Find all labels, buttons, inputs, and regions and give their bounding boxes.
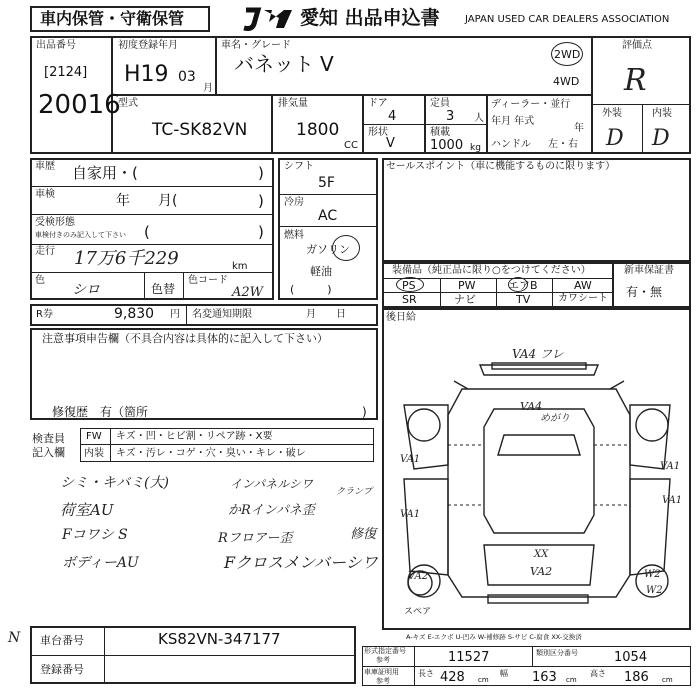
fuel-label: 燃料 bbox=[284, 230, 304, 241]
color-value: シロ bbox=[72, 282, 100, 298]
lot-number: 20016 bbox=[38, 90, 121, 120]
inspect-label2: 記入欄 bbox=[32, 446, 65, 459]
remark-right-3: かRインパネ歪 bbox=[228, 503, 315, 518]
diag-left2: VA1 bbox=[400, 509, 421, 520]
score-label: 評価点 bbox=[622, 40, 652, 51]
diag-roof2: めがり bbox=[540, 413, 570, 424]
doors-value: 4 bbox=[388, 109, 397, 124]
load-value: 1000 bbox=[430, 138, 464, 153]
dims-len-label: 車庫証明用 bbox=[364, 668, 399, 676]
drive-4wd: 4WD bbox=[553, 75, 580, 88]
fuel-diesel: 軽油 bbox=[310, 265, 332, 278]
disp-unit: CC bbox=[344, 140, 358, 151]
score-ext-label: 外装 bbox=[602, 108, 622, 119]
lot-label: 出品番号 bbox=[36, 40, 76, 51]
jushin-note: 車検付きのみ記入して下さい bbox=[35, 231, 126, 239]
inspect-fw-items: キズ・凹・ヒビ割・リペア跡・X要 bbox=[116, 431, 273, 442]
inspect-nai-items: キズ・汚レ・コゲ・穴・臭い・キレ・破レ bbox=[116, 448, 306, 459]
mileage-value: 17万6千229 bbox=[74, 248, 179, 269]
remark-right-2: クランプ bbox=[336, 487, 373, 497]
mileage-unit: km bbox=[232, 261, 248, 272]
dims-cat-label: 類別区分番号 bbox=[536, 649, 578, 657]
score-ext: D bbox=[606, 126, 624, 151]
dealer-label: ディーラー・並行 bbox=[491, 99, 571, 110]
shape-label: 形状 bbox=[368, 127, 388, 138]
equip-navi: ナビ bbox=[454, 293, 476, 306]
history-label: 車歴 bbox=[35, 161, 55, 172]
header-title: 車内保管・守衛保管 bbox=[40, 9, 185, 28]
score-int: D bbox=[652, 126, 670, 151]
remark-left-3: Fコワシ S bbox=[62, 527, 128, 543]
dims-cat: 1054 bbox=[614, 650, 648, 665]
diag-right2: VA1 bbox=[662, 495, 683, 506]
drive-2wd: 2WD bbox=[554, 48, 581, 61]
load-unit: kg bbox=[470, 143, 481, 153]
history-close: ) bbox=[258, 164, 264, 182]
model-label: 型式 bbox=[118, 98, 138, 109]
dims-type-sub: 参考 bbox=[376, 656, 390, 664]
load-label: 積載 bbox=[430, 127, 450, 138]
sales-label: セールスポイント（車に機能するものに限ります） bbox=[386, 161, 616, 172]
equip-tv: TV bbox=[516, 293, 531, 306]
reg-month: 03 bbox=[178, 69, 196, 85]
mileage-label: 走行 bbox=[35, 246, 55, 257]
dims-h: 186 bbox=[624, 670, 649, 685]
after-label: 後日給 bbox=[386, 312, 416, 323]
form-name: 愛知 出品申込書 bbox=[300, 7, 440, 29]
remark-right-1: インパネルシワ bbox=[230, 477, 313, 491]
sales-block bbox=[382, 158, 691, 262]
chassis-label: 車台番号 bbox=[40, 634, 84, 647]
history-value: 自家用・( bbox=[72, 164, 138, 182]
dealer-handle-label: ハンドル bbox=[491, 139, 531, 150]
remark-left-1: シミ・キバミ(大) bbox=[60, 475, 169, 491]
jushin-close: ) bbox=[258, 223, 264, 241]
equip-aw: AW bbox=[574, 279, 592, 292]
equip-seat: カワシート bbox=[558, 293, 608, 304]
equip-label: 装備品（純正品に限り○をつけてください） bbox=[392, 265, 591, 276]
dims-w: 163 bbox=[532, 670, 557, 685]
diag-spare: スペア bbox=[404, 607, 432, 617]
ac-label: 冷房 bbox=[284, 197, 304, 208]
legend: A-キズ E-エクボ U-凹み W-補修跡 S-サビ C-腐食 XX-交換済 bbox=[406, 633, 582, 641]
diag-w2b: W2 bbox=[646, 585, 663, 596]
history-block bbox=[30, 158, 274, 300]
diag-right1: VA1 bbox=[660, 461, 681, 472]
dealer-handle-opts: 左・右 bbox=[548, 139, 578, 150]
color-change-label: 色替 bbox=[151, 282, 176, 296]
notes-label: 注意事項申告欄（不具合内容は具体的に記入して下さい） bbox=[42, 332, 328, 345]
diag-top: VA4 フレ bbox=[512, 347, 564, 361]
diag-left1: VA1 bbox=[400, 454, 421, 465]
remark-right-5: 修復 bbox=[350, 527, 377, 542]
dims-w-label: 幅 bbox=[500, 669, 508, 678]
dims-l-label: 長さ bbox=[418, 669, 434, 678]
chassis-reg-label: 登録番号 bbox=[40, 663, 84, 676]
tax-label: 名変通知期限 bbox=[192, 309, 252, 320]
dims-unit-3: cm bbox=[662, 676, 673, 684]
fuel-gas: ガソリン bbox=[306, 243, 350, 256]
remark-left-4: ボディーAU bbox=[62, 555, 139, 571]
equip-ps-circle bbox=[396, 277, 424, 292]
score-int-label: 内装 bbox=[652, 108, 672, 119]
dims-unit-2: cm bbox=[566, 676, 577, 684]
car-grade: V bbox=[320, 52, 334, 76]
diag-roof: VA4 bbox=[520, 400, 543, 413]
notes-repair: 修復歴 有（箇所 bbox=[52, 405, 149, 419]
ac-value: AC bbox=[318, 208, 338, 224]
dims-type-label: 形式指定番号 bbox=[364, 647, 406, 655]
jushin-label: 受検形態 bbox=[35, 217, 75, 228]
notes-repair-close: ) bbox=[362, 405, 367, 419]
capacity-value: 3 bbox=[446, 109, 455, 124]
reg-month-unit: 月 bbox=[203, 83, 213, 94]
equip-ps: PS bbox=[402, 279, 416, 292]
dims-type: 11527 bbox=[448, 650, 490, 665]
remark-left-2: 荷室AU bbox=[60, 501, 114, 519]
ju-logo bbox=[240, 6, 294, 32]
inspect-label1: 検査員 bbox=[32, 432, 65, 445]
car-name: バネット bbox=[234, 52, 314, 76]
shaken-value: 年 月( bbox=[116, 193, 178, 209]
remark-right-4: Rフロアー歪 bbox=[218, 531, 293, 546]
color-code: A2W bbox=[232, 285, 264, 300]
dims-unit-1: cm bbox=[478, 676, 489, 684]
recycle-unit: 円 bbox=[170, 309, 180, 320]
warranty-value: 有・無 bbox=[626, 285, 663, 299]
diag-xx: XX bbox=[534, 549, 549, 560]
warranty-label: 新車保証書 bbox=[624, 265, 674, 276]
shaken-close: ) bbox=[258, 192, 264, 210]
shift-label: シフト bbox=[284, 161, 314, 172]
disp-value: 1800 bbox=[296, 120, 340, 140]
model-value: TC-SK82VN bbox=[152, 120, 248, 140]
inspect-nai: 内装 bbox=[84, 448, 104, 459]
dealer-year-unit: 年 bbox=[574, 123, 584, 134]
diag-w2a: W2 bbox=[644, 569, 661, 580]
remark-right-6: Fクロスメンバーシワ bbox=[224, 553, 378, 572]
diag-center: VA2 bbox=[530, 565, 553, 578]
jushin-open: ( bbox=[144, 223, 150, 241]
assoc-name: JAPAN USED CAR DEALERS ASSOCIATION bbox=[465, 14, 670, 25]
equip-sr: SR bbox=[402, 293, 417, 306]
fuel-paren: ( ) bbox=[290, 283, 332, 296]
equip-airbag: エアB bbox=[508, 279, 538, 292]
equip-pw: PW bbox=[458, 279, 476, 292]
disp-label: 排気量 bbox=[278, 98, 308, 109]
recycle-label: R券 bbox=[36, 309, 53, 320]
recycle-value: 9,830 bbox=[114, 306, 155, 322]
reg-label: 初度登録年月 bbox=[118, 40, 178, 51]
capacity-label: 定員 bbox=[430, 98, 450, 109]
margin-n: N bbox=[8, 630, 21, 646]
color-label: 色 bbox=[35, 275, 45, 286]
shaken-label: 車検 bbox=[35, 189, 55, 200]
color-code-label: 色コード bbox=[188, 275, 228, 286]
reg-era: H19 bbox=[124, 62, 169, 87]
tax-value: 月 日 bbox=[306, 309, 346, 320]
equip-airbag-circle bbox=[508, 277, 528, 292]
inspect-fw: FW bbox=[86, 431, 102, 442]
score-value: R bbox=[624, 63, 647, 98]
capacity-unit: 人 bbox=[474, 113, 484, 124]
dealer-year-label: 年月 年式 bbox=[491, 116, 535, 127]
diag-left3: VA2 bbox=[408, 571, 429, 582]
doors-label: ドア bbox=[368, 98, 388, 109]
dims-h-label: 高さ bbox=[590, 669, 606, 678]
dims-len-sub: 参考 bbox=[376, 677, 390, 685]
chassis-value: KS82VN-347177 bbox=[158, 630, 281, 648]
dims-l: 428 bbox=[440, 670, 465, 685]
shape-value: V bbox=[386, 136, 395, 151]
shift-value: 5F bbox=[318, 175, 335, 191]
car-label: 車名・グレード bbox=[221, 40, 291, 51]
lot-code: [2124] bbox=[44, 65, 88, 80]
